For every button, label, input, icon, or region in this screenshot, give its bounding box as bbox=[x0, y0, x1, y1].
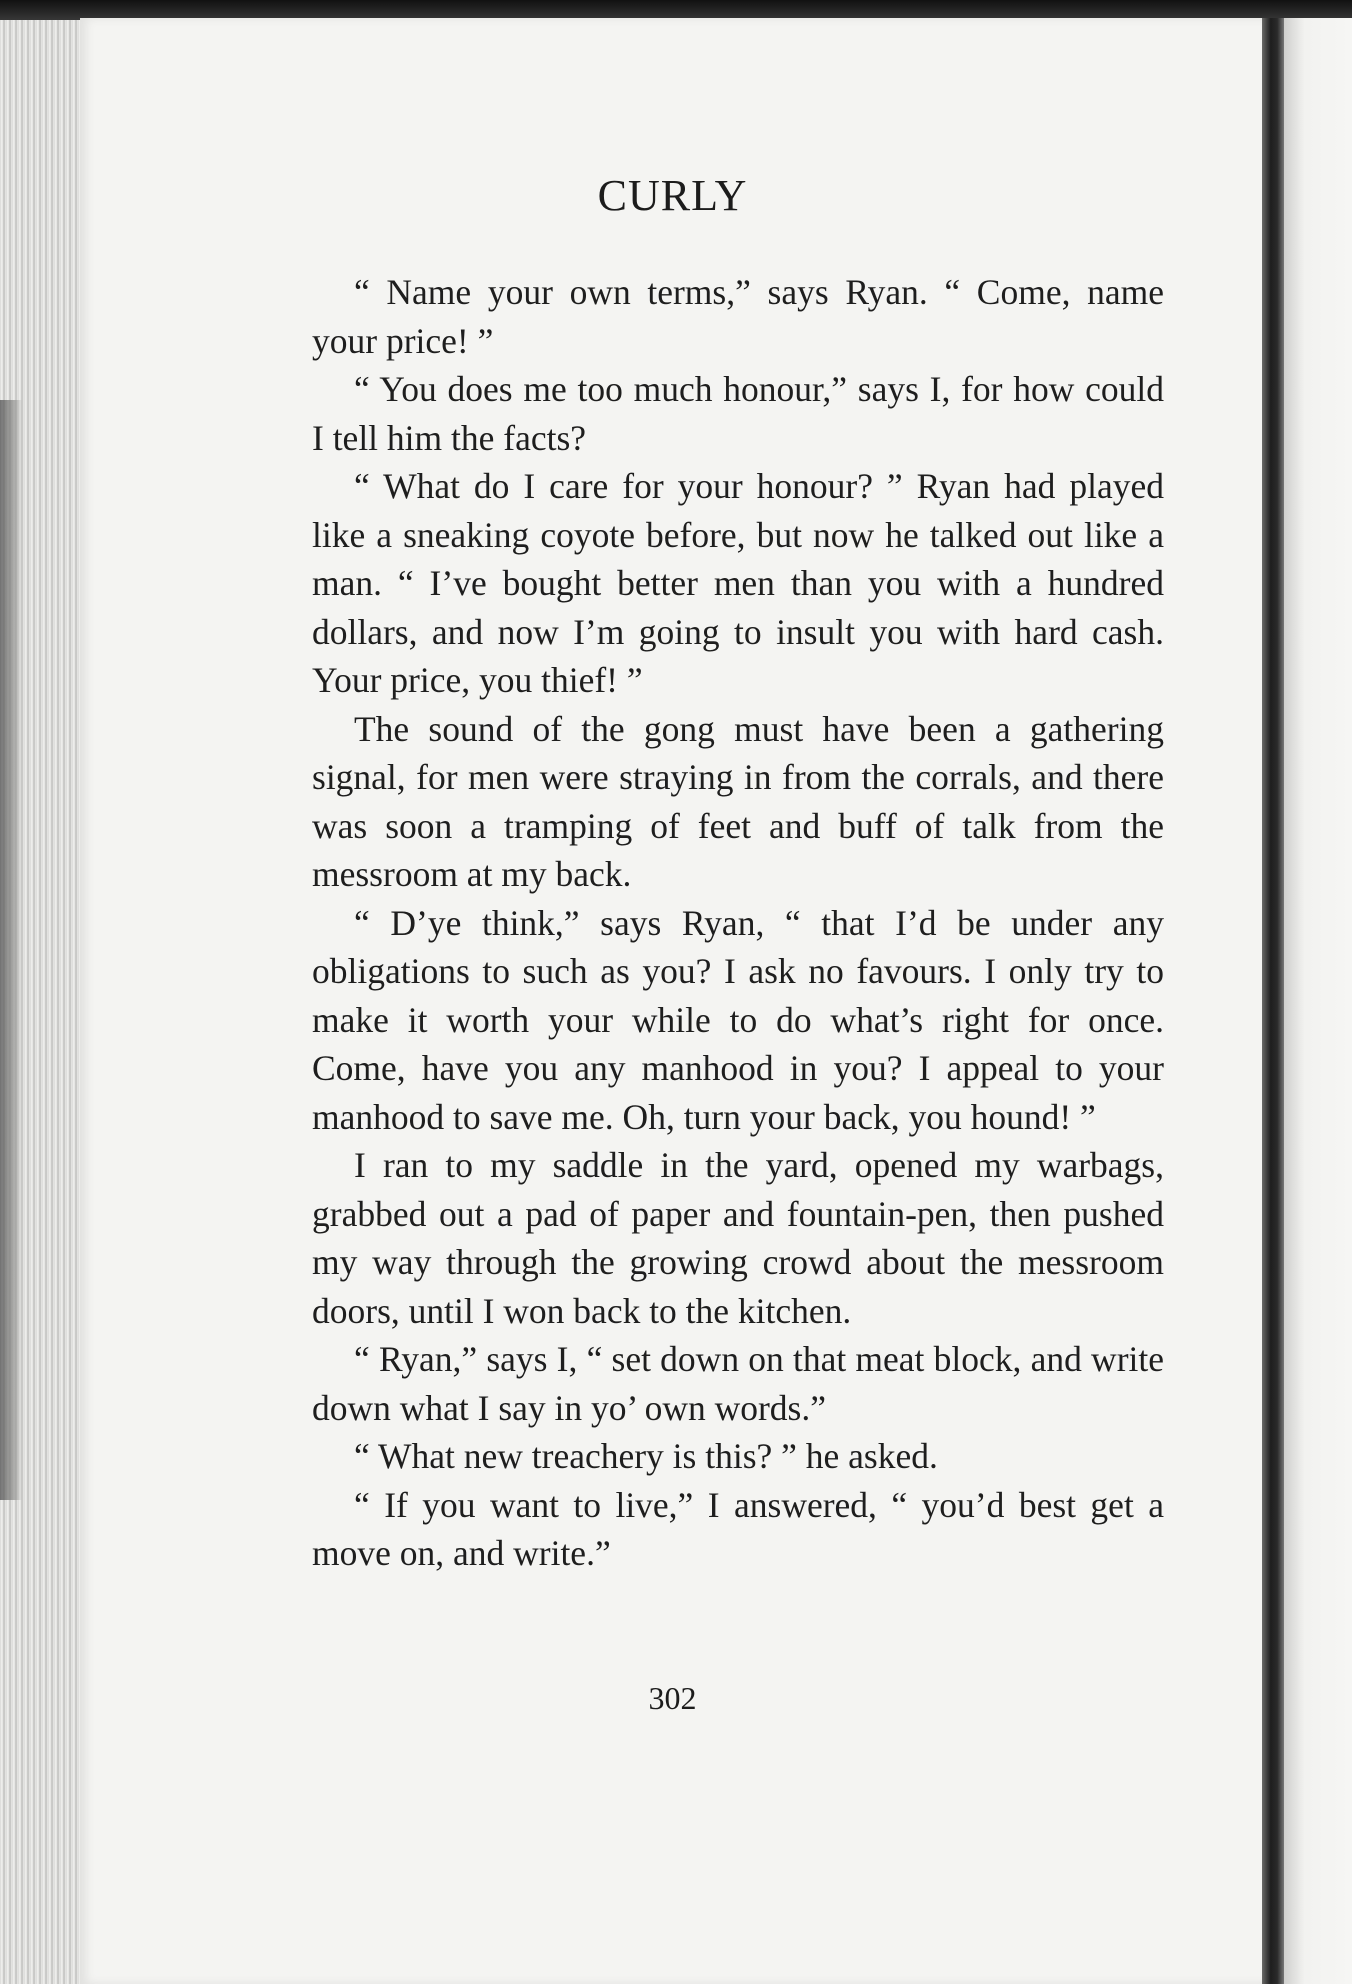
body-text bbox=[312, 268, 1164, 1578]
paragraph: “ Ryan,” says I, “ set down on that meat block, and write down what I say in yo’ own words.” bbox=[312, 1339, 1164, 1428]
paragraph: I ran to my saddle in the yard, opened my warbags, grabbed out a pad of paper and fountain-pen, then pushed my way through the growing crowd about the messroom doors, until I won back to the kitchen. bbox=[312, 1145, 1164, 1331]
paragraph: “ If you want to live,” I answered, “ you’d best get a move on, and write.” bbox=[312, 1484, 1164, 1573]
book-gutter bbox=[1262, 18, 1284, 1984]
paragraph: “ What new treachery is this? ” he asked. bbox=[354, 1436, 938, 1476]
paragraph: “ Name your own terms,” says Ryan. “ Come, name your price! ” bbox=[312, 272, 1164, 361]
paragraph: The sound of the gong must have been a gathering signal, for men were straying in from the corrals, and there was soon a tramping of feet and buff of talk from the messroom at my back. bbox=[312, 708, 1164, 894]
paragraph: “ What do I care for your honour? ” Ryan had played like a sneaking coyote before, but now he talked out like a man. “ I’ve bought better men than you with a hundred dollars, and now I’m going to insult you with hard cash. Your price, you thief! ” bbox=[312, 466, 1164, 700]
running-head: CURLY bbox=[597, 171, 748, 220]
page-number: 302 bbox=[648, 1680, 697, 1716]
paragraph: “ You does me too much honour,” says I, for how could I tell him the facts? bbox=[312, 369, 1164, 458]
paragraph: “ D’ye think,” says Ryan, “ that I’d be under any obligations to such as you? I ask no favours. I only try to make it worth your while to do what’s right for once. Come, have you any manhood in you? I appeal to your manhood to save me. Oh, turn your back, you hound! ” bbox=[312, 902, 1164, 1137]
facing-page-edge bbox=[1284, 18, 1352, 1984]
book-edge-shadow bbox=[0, 400, 22, 1500]
